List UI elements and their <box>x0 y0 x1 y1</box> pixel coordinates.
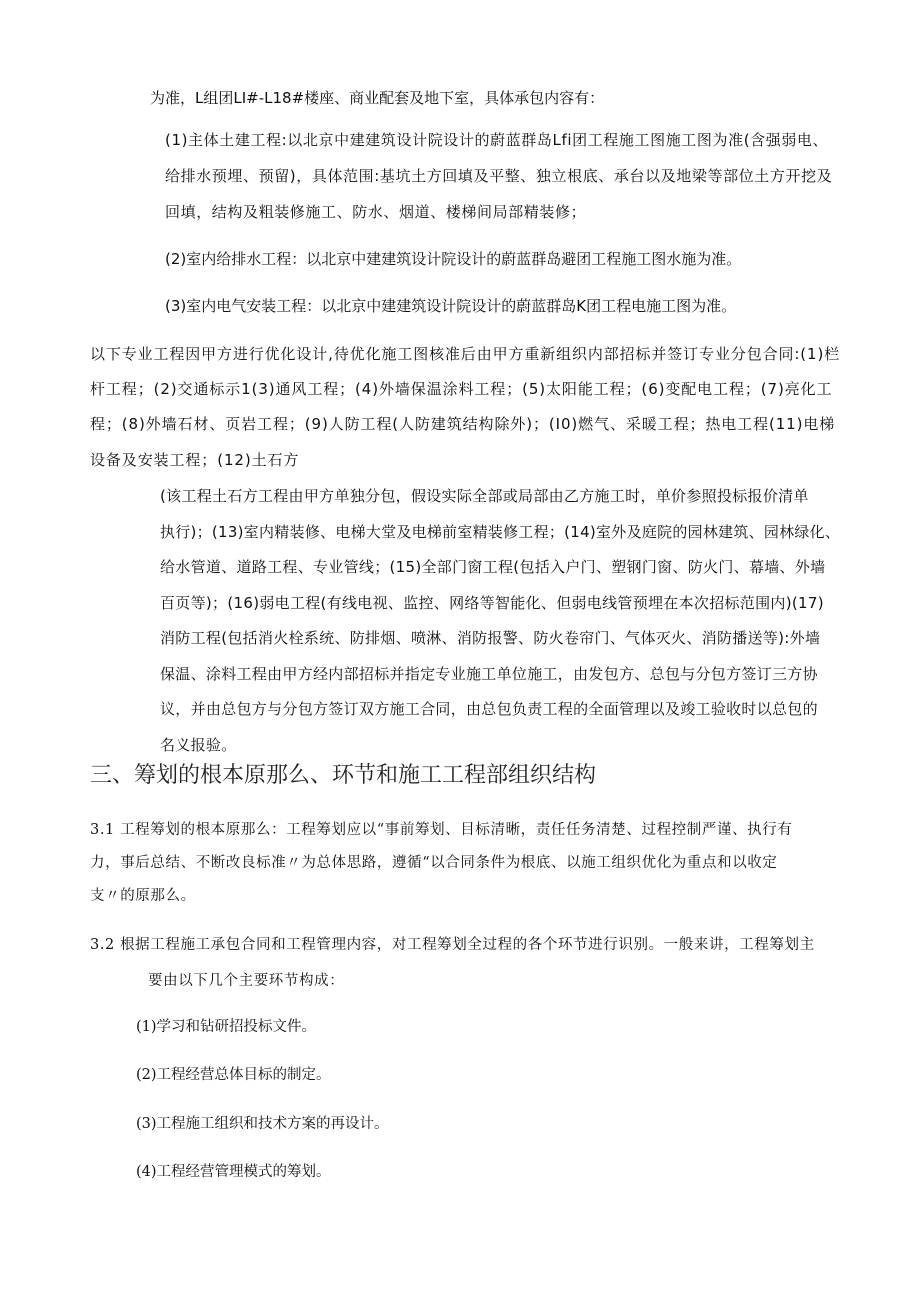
note-line: (该工程土石方工程由甲方单独分包，假设实际全部或局部由乙方施工时，单价参照投标报价清单 <box>160 487 809 505</box>
note-line: 执行)；(13)室内精装修、电梯大堂及电梯前室精装修工程；(14)室外及庭院的园林建筑、园林绿化、 <box>160 523 841 541</box>
item2-line: (2)室内给排水工程：以北京中建建筑设计院设计的蔚蓝群岛避团工程施工图水施为准。 <box>165 250 742 268</box>
note-line: 保温、涂料工程由甲方经内部招标并指定专业施工单位施工，由发包方、总包与分包方签订三方协 <box>160 665 818 683</box>
special-line: 杆工程；(2)交通标示1(3)通风工程；(4)外墙保温涂料工程；(5)太阳能工程；(6)变配电工程；(7)亮化工 <box>90 380 833 398</box>
item3-line: (3)室内电气安装工程：以北京中建建筑设计院设计的蔚蓝群岛K团工程电施工图为准。 <box>165 297 737 315</box>
note-line: 给水管道、道路工程、专业管线；(15)全部门窗工程(包括入户门、塑钢门窗、防火门、幕墙、外墙 <box>160 558 826 576</box>
item1-line: 回填，结构及粗装修施工、防水、烟道、楼梯间局部精装修； <box>165 203 587 221</box>
sec31-line: 支〃的原那么。 <box>90 888 196 904</box>
steps-line: (1)学习和钻研招投标文件。 <box>136 1019 317 1035</box>
steps-line: (4)工程经营管理模式的筹划。 <box>136 1164 331 1180</box>
sec31-line: 3.1 工程筹划的根本原那么：工程筹划应以“事前筹划、目标清晰，责任任务清楚、过程控制严谨、执行有 <box>90 822 793 838</box>
sec32-line: 3.2 根据工程施工承包合同和工程管理内容，对工程筹划全过程的各个环节进行识别。一般来讲，工程筹划主 <box>90 937 815 953</box>
sec31-line: 力，事后总结、不断改良标准〃为总体思路，遵循“以合同条件为根底、以施工组织优化为重点和以收定 <box>90 855 778 871</box>
note-line: 名义报验。 <box>160 736 237 754</box>
note-line: 百页等)；(16)弱电工程(有线电视、监控、网络等智能化、但弱电线管预埋在本次招标范围内)(17) <box>160 594 824 612</box>
steps-line: (2)工程经营总体目标的制定。 <box>136 1067 331 1083</box>
special-line: 设备及安装工程；(12)土石方 <box>90 451 300 469</box>
sec32-line: 要由以下几个主要环节构成： <box>148 973 345 989</box>
section-heading: 三、筹划的根本原那么、环节和施工工程部组织结构 <box>90 763 597 788</box>
item1-line: 给排水预埋、预留)，具体范围:基坑土方回填及平整、独立根底、承台以及地梁等部位土方开挖及 <box>165 167 833 185</box>
intro_line-line: 为准，L组团LI#-L18#楼座、商业配套及地下室，具体承包内容有： <box>150 89 605 107</box>
special-line: 以下专业工程因甲方进行优化设计,待优化施工图核准后由甲方重新组织内部招标并签订专业分包合同:(1)栏 <box>90 345 841 363</box>
note-line: 议，并由总包方与分包方签订双方施工合同，由总包负责工程的全面管理以及竣工验收时以总包的 <box>160 700 818 718</box>
steps-line: (3)工程施工组织和技术方案的再设计。 <box>136 1116 389 1132</box>
note-line: 消防工程(包括消火栓系统、防排烟、喷淋、消防报警、防火卷帘门、气体灭火、消防播送等):外墙 <box>160 629 821 647</box>
special-line: 程；(8)外墙石材、页岩工程；(9)人防工程(人防建筑结构除外)；(I0)燃气、采暖工程；热电工程(11)电梯 <box>90 415 836 433</box>
item1-line: (1)主体土建工程:以北京中建建筑设计院设计的蔚蓝群岛Lfi团工程施工图施工图为准(含强弱电、 <box>165 131 829 149</box>
